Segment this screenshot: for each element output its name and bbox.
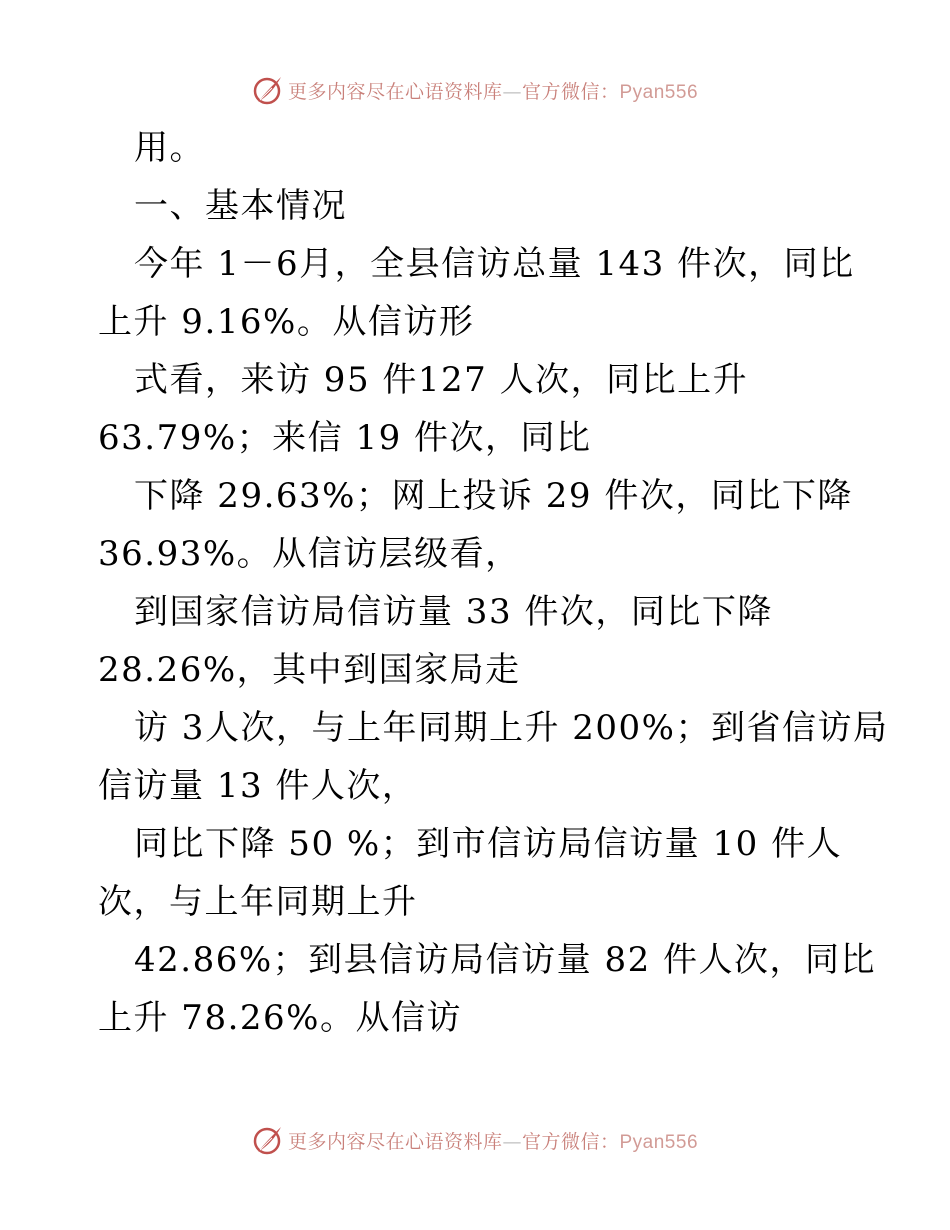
- doc-line: 42.86%；到县信访局信访量 82 件人次，同比: [134, 940, 877, 980]
- doc-line: 访 3人次，与上年同期上升 200%；到省信访局: [134, 708, 889, 748]
- header-banner-wechat-id: Pyan556: [619, 81, 699, 103]
- quill-pen-logo-icon: [252, 1124, 284, 1156]
- doc-line: 信访量 13 件人次，: [98, 766, 418, 806]
- doc-line: 式看，来访 95 件127 人次，同比上升: [134, 360, 749, 400]
- doc-line: 到国家信访局信访量 33 件次，同比下降: [134, 592, 773, 632]
- doc-line: 28.26%，其中到国家局走: [98, 650, 521, 690]
- doc-line: 下降 29.63%；网上投诉 29 件次，同比下降: [134, 476, 853, 516]
- doc-line: 上升 78.26%。从信访: [98, 998, 462, 1038]
- footer-banner: [0, 1120, 950, 1160]
- footer-banner-separator: —: [502, 1130, 522, 1153]
- footer-banner-text: [288, 1127, 698, 1154]
- header-banner-separator: —: [502, 80, 522, 103]
- doc-line: 36.93%。从信访层级看，: [98, 534, 521, 574]
- footer-banner-wechat-id: Pyan556: [619, 1131, 699, 1153]
- header-banner-wechat-label: 官方微信：: [521, 80, 620, 103]
- doc-line: 同比下降 50 %；到市信访局信访量 10 件人: [134, 824, 843, 864]
- doc-line: 63.79%；来信 19 件次，同比: [98, 418, 592, 458]
- quill-pen-logo-icon: [252, 74, 284, 106]
- doc-line: 次，与上年同期上升: [98, 882, 418, 922]
- header-banner-title: 更多内容尽在心语资料库: [287, 80, 503, 103]
- footer-banner-title: 更多内容尽在心语资料库: [287, 1130, 503, 1153]
- header-banner-text: [288, 77, 698, 104]
- doc-line: 用。: [134, 128, 205, 168]
- footer-banner-wechat-label: 官方微信：: [521, 1130, 620, 1153]
- doc-line: 今年 1－6月，全县信访总量 143 件次，同比: [134, 244, 855, 284]
- section-heading: 一、基本情况: [134, 186, 347, 226]
- header-banner: [0, 70, 950, 110]
- doc-line: 上升 9.16%。从信访形: [98, 302, 475, 342]
